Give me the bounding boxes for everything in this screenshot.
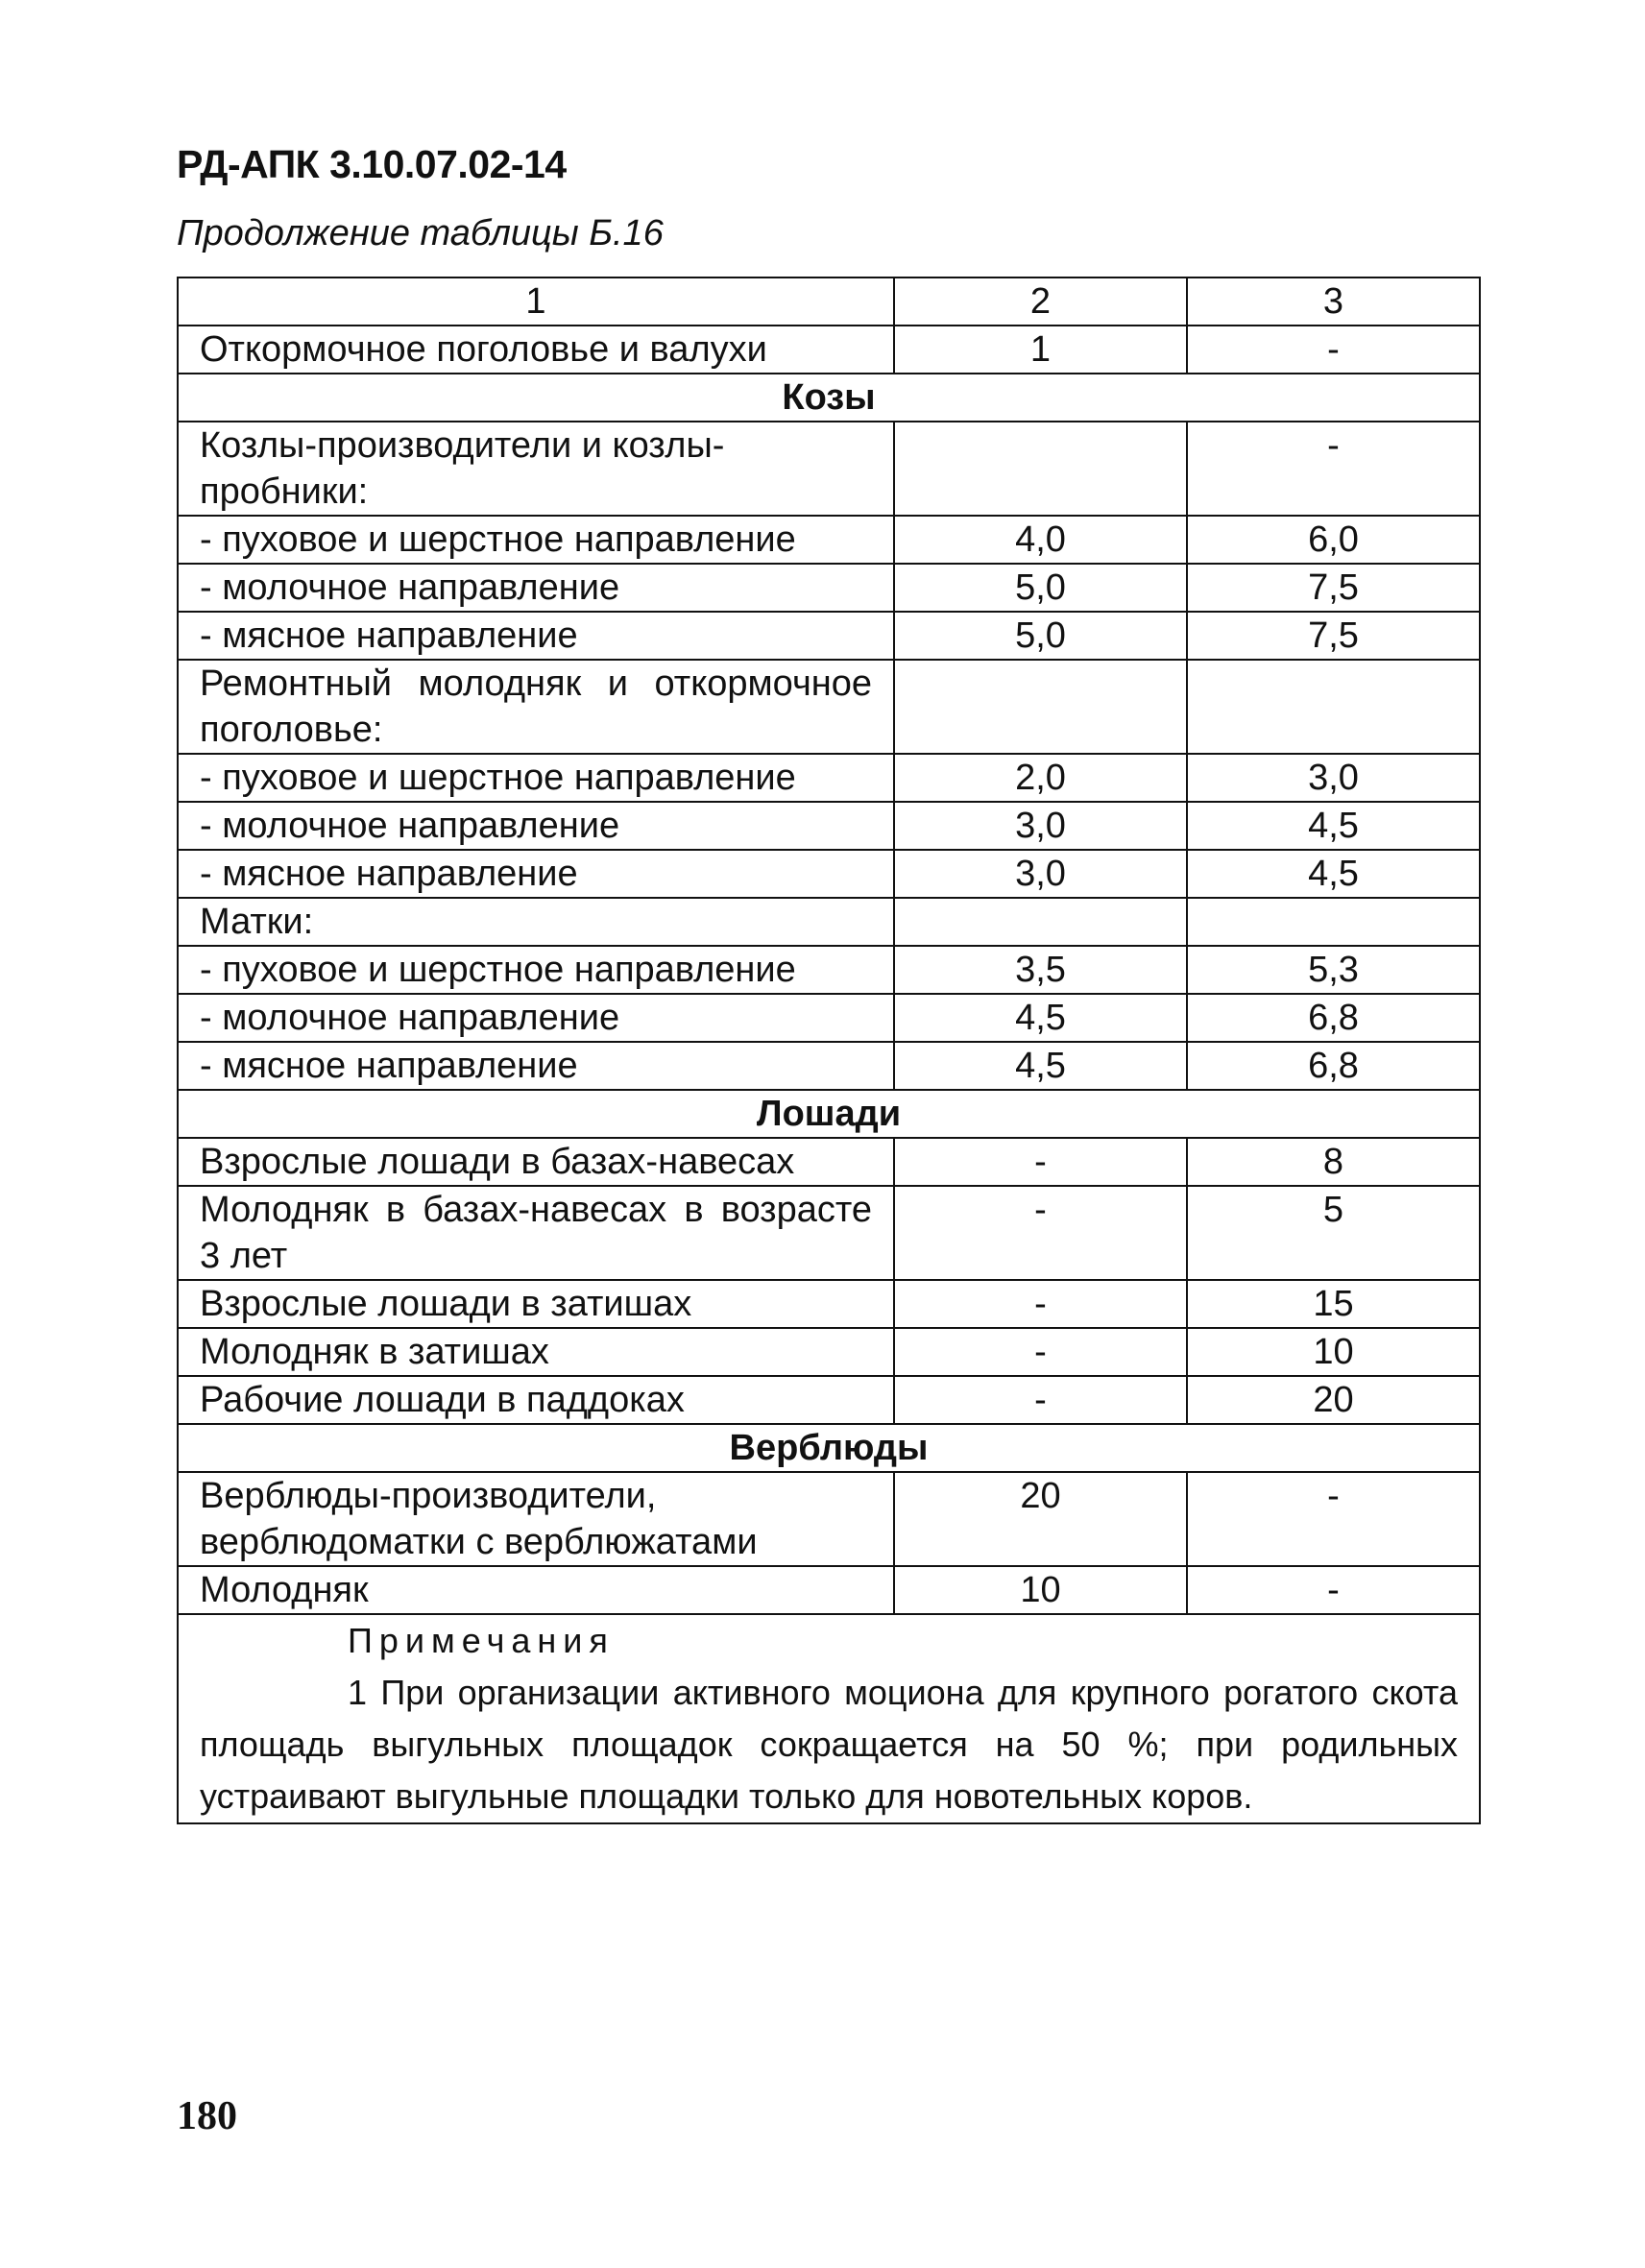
value-col3-cell: 10: [1187, 1328, 1480, 1376]
category-cell: Молодняк в базах-навесах в возрасте 3 лет: [178, 1186, 894, 1280]
table-row: [178, 326, 1480, 374]
value-col3-cell: 4,5: [1187, 802, 1480, 850]
category-cell: Откормочное поголовье и валухи: [178, 326, 894, 374]
value-col3-cell: [1187, 660, 1480, 754]
table-row: [178, 1566, 1480, 1614]
value-col3-cell: 15: [1187, 1280, 1480, 1328]
value-col2-cell: 20: [894, 1472, 1187, 1566]
value-col3-cell: -: [1187, 1566, 1480, 1614]
value-col3-cell: 5,3: [1187, 946, 1480, 994]
value-col2-cell: 4,5: [894, 994, 1187, 1042]
value-col2-cell: -: [894, 1280, 1187, 1328]
table-row: [178, 612, 1480, 660]
category-cell: - молочное направление: [178, 564, 894, 612]
column-number-row: [178, 277, 1480, 326]
category-cell: - пуховое и шерстное направление: [178, 516, 894, 564]
value-col2-cell: 3,0: [894, 850, 1187, 898]
table-caption: Продолжение таблицы Б.16: [177, 213, 664, 253]
value-col2-cell: -: [894, 1376, 1187, 1424]
table-row: [178, 516, 1480, 564]
value-col3-cell: 7,5: [1187, 564, 1480, 612]
category-cell: Рабочие лошади в паддоках: [178, 1376, 894, 1424]
value-col2-cell: [894, 898, 1187, 946]
table-row: [178, 1042, 1480, 1090]
value-col2-cell: 10: [894, 1566, 1187, 1614]
category-cell: Молодняк: [178, 1566, 894, 1614]
table-row: [178, 1376, 1480, 1424]
value-col3-cell: 7,5: [1187, 612, 1480, 660]
value-col3-cell: 3,0: [1187, 754, 1480, 802]
category-cell: Матки:: [178, 898, 894, 946]
category-cell: Молодняк в затишах: [178, 1328, 894, 1376]
section-row: [178, 1090, 1480, 1138]
table-row: [178, 564, 1480, 612]
category-cell: Козлы-производители и козлы-пробники:: [178, 422, 894, 516]
table-row: [178, 660, 1480, 754]
section-heading: Козы: [178, 374, 1480, 422]
value-col2-cell: -: [894, 1186, 1187, 1280]
table-row: [178, 1328, 1480, 1376]
document-code: РД-АПК 3.10.07.02-14: [177, 142, 567, 186]
page-number: 180: [177, 2094, 237, 2138]
notes-title: Примечания: [348, 1621, 615, 1660]
table-row: [178, 1138, 1480, 1186]
column-number-2: 2: [894, 277, 1187, 326]
column-number-3: 3: [1187, 277, 1480, 326]
value-col2-cell: [894, 660, 1187, 754]
value-col2-cell: 5,0: [894, 612, 1187, 660]
value-col2-cell: 3,5: [894, 946, 1187, 994]
value-col3-cell: 5: [1187, 1186, 1480, 1280]
category-cell: - молочное направление: [178, 802, 894, 850]
value-col3-cell: -: [1187, 422, 1480, 516]
value-col2-cell: [894, 422, 1187, 516]
category-cell: Взрослые лошади в затишах: [178, 1280, 894, 1328]
table-row: [178, 422, 1480, 516]
value-col3-cell: 8: [1187, 1138, 1480, 1186]
category-cell: - молочное направление: [178, 994, 894, 1042]
category-cell: - мясное направление: [178, 612, 894, 660]
table-row: [178, 1186, 1480, 1280]
value-col2-cell: 1: [894, 326, 1187, 374]
notes-row: [178, 1614, 1480, 1823]
value-col2-cell: 4,0: [894, 516, 1187, 564]
table-row: [178, 850, 1480, 898]
table-row: [178, 802, 1480, 850]
table-row: [178, 898, 1480, 946]
value-col2-cell: -: [894, 1138, 1187, 1186]
notes-cell: [178, 1614, 1480, 1823]
category-cell: - мясное направление: [178, 1042, 894, 1090]
table-row: [178, 1472, 1480, 1566]
value-col3-cell: 20: [1187, 1376, 1480, 1424]
value-col2-cell: 2,0: [894, 754, 1187, 802]
section-heading: Лошади: [178, 1090, 1480, 1138]
notes-text: 1 При организации активного моциона для крупного рогатого скота площадь выгульных площадок сокращается на 50 %; при родильных устраивают выгульные площадки только для новотельных коров.: [200, 1673, 1458, 1816]
column-number-1: 1: [178, 277, 894, 326]
value-col3-cell: 6,0: [1187, 516, 1480, 564]
value-col3-cell: 4,5: [1187, 850, 1480, 898]
category-cell: - пуховое и шерстное направление: [178, 946, 894, 994]
value-col3-cell: 6,8: [1187, 1042, 1480, 1090]
value-col3-cell: -: [1187, 326, 1480, 374]
section-heading: Верблюды: [178, 1424, 1480, 1472]
table-row: [178, 754, 1480, 802]
table-row: [178, 1280, 1480, 1328]
value-col2-cell: 3,0: [894, 802, 1187, 850]
value-col2-cell: -: [894, 1328, 1187, 1376]
value-col2-cell: 4,5: [894, 1042, 1187, 1090]
section-row: [178, 374, 1480, 422]
value-col3-cell: -: [1187, 1472, 1480, 1566]
category-cell: Ремонтный молодняк и откормочное поголовье:: [178, 660, 894, 754]
category-cell: - пуховое и шерстное направление: [178, 754, 894, 802]
table-body: [178, 277, 1480, 1823]
category-cell: Верблюды-производители, верблюдоматки с верблюжатами: [178, 1472, 894, 1566]
value-col3-cell: [1187, 898, 1480, 946]
norms-table: [177, 277, 1481, 1824]
category-cell: - мясное направление: [178, 850, 894, 898]
table-row: [178, 994, 1480, 1042]
section-row: [178, 1424, 1480, 1472]
value-col3-cell: 6,8: [1187, 994, 1480, 1042]
table-row: [178, 946, 1480, 994]
value-col2-cell: 5,0: [894, 564, 1187, 612]
category-cell: Взрослые лошади в базах-навесах: [178, 1138, 894, 1186]
